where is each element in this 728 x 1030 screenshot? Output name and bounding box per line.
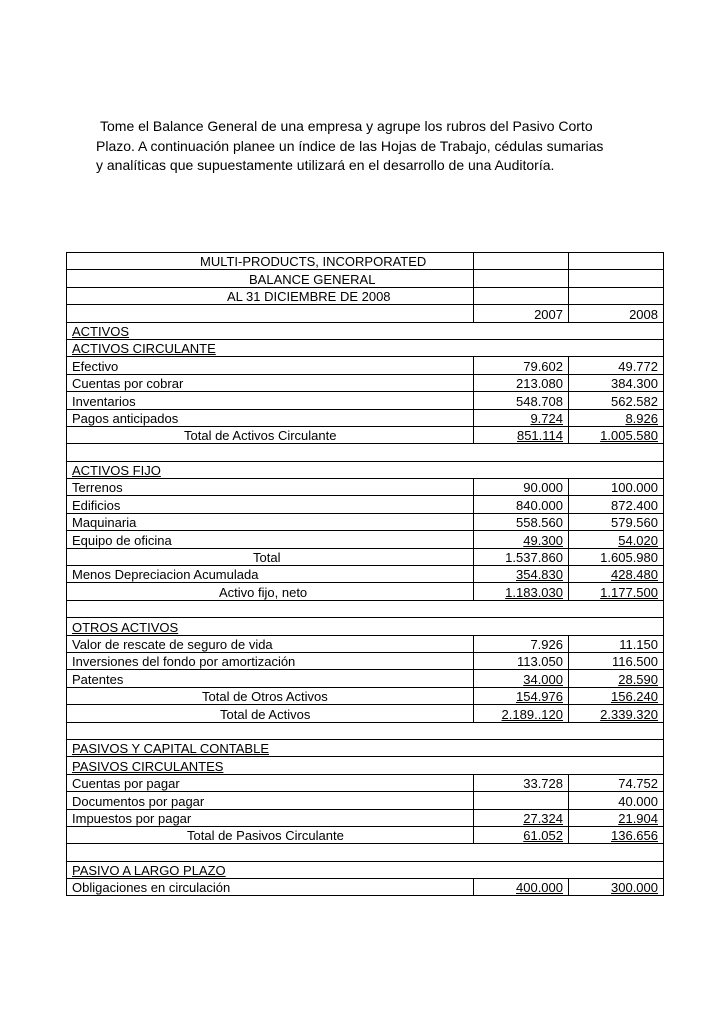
table-row [67, 566, 664, 583]
statement-title: BALANCE GENERAL [249, 271, 376, 287]
row-label: Pagos anticipados [67, 409, 474, 426]
section-heading: PASIVOS Y CAPITAL CONTABLE [67, 739, 569, 756]
table-row [67, 409, 664, 426]
row-label: Equipo de oficina [67, 531, 474, 548]
value-2007: 840.000 [474, 496, 569, 513]
table-row [67, 426, 664, 443]
section-heading: ACTIVOS FIJO [67, 461, 569, 478]
total-label: Total [67, 548, 474, 565]
value-2008: 100.000 [569, 479, 664, 496]
table-row [67, 496, 664, 513]
balance-sheet-table [66, 252, 664, 896]
spacer-row [67, 844, 569, 861]
value-2008: 74.752 [569, 774, 664, 791]
instruction-line: y analíticas que supuestamente utilizará en el desarrollo de una Auditoría. [96, 157, 555, 173]
value-2007: 9.724 [474, 409, 569, 426]
value-2007: 34.000 [474, 670, 569, 687]
table-row [67, 322, 664, 339]
value-2008: 384.300 [569, 374, 664, 391]
total-label: Total de Otros Activos [67, 687, 474, 704]
table-row [67, 652, 664, 669]
table-row [67, 357, 664, 374]
total-2008: 2.339.320 [569, 705, 664, 722]
instruction-line: Plazo. A continuación planee un índice de las Hojas de Trabajo, cédulas sumarias [96, 137, 604, 154]
table-row [67, 548, 664, 565]
total-2007: 851.114 [474, 426, 569, 443]
table-row [67, 444, 664, 461]
value-2007: 400.000 [474, 879, 569, 896]
value-2007: 90.000 [474, 479, 569, 496]
value-2007: 79.602 [474, 357, 569, 374]
table-row [67, 705, 664, 722]
table-row [67, 374, 664, 391]
value-2008: 116.500 [569, 652, 664, 669]
table-row [67, 583, 664, 600]
row-label: Edificios [67, 496, 474, 513]
year-header-2007: 2007 [474, 305, 569, 322]
table-row [67, 757, 664, 774]
row-label: Impuestos por pagar [67, 809, 474, 826]
row-label: Patentes [67, 670, 474, 687]
statement-date: AL 31 DICIEMBRE DE 2008 [227, 289, 391, 305]
table-row [67, 774, 664, 791]
value-2008: 872.400 [569, 496, 664, 513]
total-2008: 136.656 [569, 826, 664, 843]
value-2007: 7.926 [474, 635, 569, 652]
section-heading: ACTIVOS CIRCULANTE [67, 339, 569, 356]
section-heading: OTROS ACTIVOS [67, 618, 569, 635]
table-row [67, 270, 664, 287]
value-2007: 49.300 [474, 531, 569, 548]
value-2007 [474, 792, 569, 809]
value-2008: 40.000 [569, 792, 664, 809]
instruction-paragraph [96, 117, 656, 176]
spacer-row [67, 444, 569, 461]
spacer-row [67, 600, 569, 617]
company-name-cell [67, 253, 474, 270]
value-2008: 54.020 [569, 531, 664, 548]
table-row [67, 618, 664, 635]
value-2007: 213.080 [474, 374, 569, 391]
total-2008: 1.605.980 [569, 548, 664, 565]
value-2008: 21.904 [569, 809, 664, 826]
table-row [67, 809, 664, 826]
total-2007: 1.183.030 [474, 583, 569, 600]
table-row [67, 792, 664, 809]
total-label: Total de Pasivos Circulante [67, 826, 474, 843]
row-label: Maquinaria [67, 513, 474, 530]
value-2008: 8.926 [569, 409, 664, 426]
row-label: Obligaciones en circulación [67, 879, 474, 896]
table-row [67, 479, 664, 496]
row-label: Inventarios [67, 392, 474, 409]
total-2007: 2.189..120 [474, 705, 569, 722]
value-2007: 113.050 [474, 652, 569, 669]
year-header-2008: 2008 [569, 305, 664, 322]
row-label: Menos Depreciacion Acumulada [67, 566, 474, 583]
row-label: Terrenos [67, 479, 474, 496]
statement-date-cell [67, 287, 474, 304]
value-2007: 33.728 [474, 774, 569, 791]
table-row [67, 739, 664, 756]
table-row [67, 687, 664, 704]
section-heading: ACTIVOS [67, 322, 569, 339]
table-row [67, 531, 664, 548]
value-2008: 11.150 [569, 635, 664, 652]
total-2008: 156.240 [569, 687, 664, 704]
total-2007: 1.537.860 [474, 548, 569, 565]
value-2008: 579.560 [569, 513, 664, 530]
value-2008: 49.772 [569, 357, 664, 374]
table-row [67, 670, 664, 687]
value-2007: 558.560 [474, 513, 569, 530]
table-row [67, 392, 664, 409]
table-row [67, 861, 664, 878]
value-2008: 428.480 [569, 566, 664, 583]
value-2007: 548.708 [474, 392, 569, 409]
table-row [67, 513, 664, 530]
total-2007: 154.976 [474, 687, 569, 704]
total-2008: 1.005.580 [569, 426, 664, 443]
row-label: Cuentas por pagar [67, 774, 474, 791]
row-label: Efectivo [67, 357, 474, 374]
section-heading: PASIVO A LARGO PLAZO [67, 861, 569, 878]
value-2008: 300.000 [569, 879, 664, 896]
table-row [67, 287, 664, 304]
row-label: Documentos por pagar [67, 792, 474, 809]
value-2007: 27.324 [474, 809, 569, 826]
statement-title-cell [67, 270, 474, 287]
total-label: Total de Activos [67, 705, 474, 722]
section-heading: PASIVOS CIRCULANTES [67, 757, 569, 774]
row-label: Cuentas por cobrar [67, 374, 474, 391]
value-2008: 562.582 [569, 392, 664, 409]
table-row [67, 844, 664, 861]
table-row [67, 600, 664, 617]
table-row [67, 461, 664, 478]
table-row [67, 635, 664, 652]
company-name: MULTI-PRODUCTS, INCORPORATED [200, 254, 427, 270]
table-row [67, 879, 664, 896]
spacer-row [67, 722, 569, 739]
table-row [67, 339, 664, 356]
table-row [67, 826, 664, 843]
value-2008: 28.590 [569, 670, 664, 687]
table-row [67, 305, 664, 322]
table-row [67, 253, 664, 270]
row-label: Valor de rescate de seguro de vida [67, 635, 474, 652]
table-row [67, 722, 664, 739]
total-2008: 1.177.500 [569, 583, 664, 600]
total-label: Activo fijo, neto [67, 583, 474, 600]
instruction-line: Tome el Balance General de una empresa y agrupe los rubros del Pasivo Corto [100, 118, 593, 134]
total-2007: 61.052 [474, 826, 569, 843]
total-label: Total de Activos Circulante [67, 426, 474, 443]
row-label: Inversiones del fondo por amortización [67, 652, 474, 669]
value-2007: 354.830 [474, 566, 569, 583]
